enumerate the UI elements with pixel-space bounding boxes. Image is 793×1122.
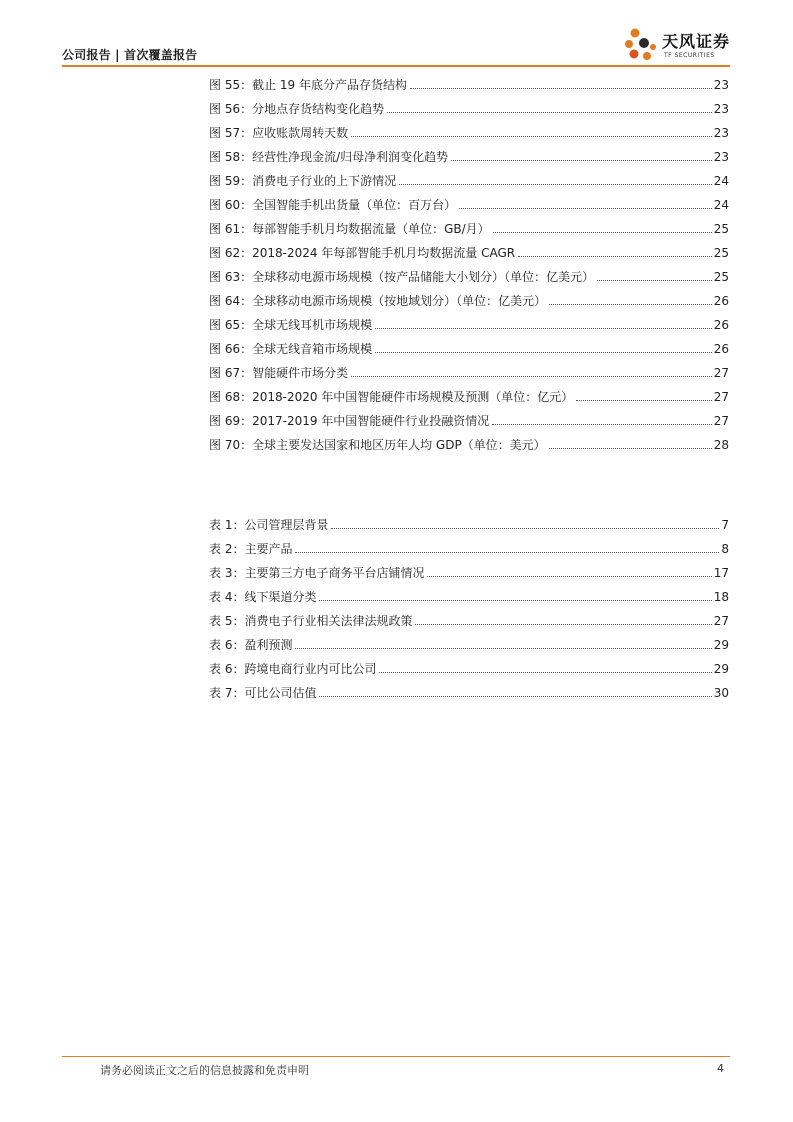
- dot-leader: [319, 696, 711, 697]
- figure-entry-label: 图 59：消费电子行业的上下游情况: [209, 174, 397, 188]
- table-entry[interactable]: [209, 560, 729, 584]
- dot-leader: [427, 576, 711, 577]
- figure-entry-page: 26: [713, 318, 729, 332]
- table-entry[interactable]: [209, 632, 729, 656]
- figure-entry-label: 图 67：智能硬件市场分类: [209, 366, 349, 380]
- figure-entry-label: 图 66：全球无线音箱市场规模: [209, 342, 373, 356]
- table-entry-page: 18: [713, 590, 729, 604]
- dot-leader: [379, 672, 711, 673]
- figure-entry-label: 图 63：全球移动电源市场规模（按产品储能大小划分）（单位：亿美元）: [209, 270, 595, 284]
- figure-entry-label: 图 69：2017-2019 年中国智能硬件行业投融资情况: [209, 414, 490, 428]
- figure-entry-page: 27: [713, 414, 729, 428]
- table-entry-label: 表 7：可比公司估值: [209, 686, 317, 700]
- table-entry-label: 表 3：主要第三方电子商务平台店铺情况: [209, 566, 425, 580]
- figure-entry-page: 25: [713, 246, 729, 260]
- dot-leader: [387, 112, 712, 113]
- figure-entry[interactable]: [209, 240, 729, 264]
- figure-entry-label: 图 56：分地点存货结构变化趋势: [209, 102, 385, 116]
- company-logo: [622, 25, 737, 67]
- dot-leader: [375, 328, 712, 329]
- table-list: [209, 512, 729, 704]
- figure-entry[interactable]: [209, 72, 729, 96]
- figure-entry-page: 23: [713, 102, 729, 116]
- figure-entry[interactable]: [209, 264, 729, 288]
- table-entry-label: 表 6：跨境电商行业内可比公司: [209, 662, 377, 676]
- figure-list: [209, 72, 729, 456]
- figure-entry[interactable]: [209, 384, 729, 408]
- dot-leader: [597, 280, 712, 281]
- figure-entry[interactable]: [209, 432, 729, 456]
- dot-leader: [375, 352, 712, 353]
- figure-entry-page: 27: [713, 390, 729, 404]
- dot-leader: [351, 136, 712, 137]
- figure-entry-label: 图 57：应收账款周转天数: [209, 126, 349, 140]
- figure-entry-page: 26: [713, 294, 729, 308]
- table-entry-page: 17: [713, 566, 729, 580]
- figure-entry-label: 图 61：每部智能手机月均数据流量（单位：GB/月）: [209, 222, 490, 236]
- figure-entry[interactable]: [209, 168, 729, 192]
- figure-entry-label: 图 68：2018-2020 年中国智能硬件市场规模及预测（单位：亿元）: [209, 390, 574, 404]
- figure-entry-label: 图 64：全球移动电源市场规模（按地域划分）（单位：亿美元）: [209, 294, 547, 308]
- dot-leader: [518, 256, 712, 257]
- dot-leader: [295, 552, 719, 553]
- dot-leader: [319, 600, 711, 601]
- dot-leader: [459, 208, 712, 209]
- dot-leader: [492, 424, 711, 425]
- dot-leader: [549, 304, 712, 305]
- dot-leader: [399, 184, 712, 185]
- dot-leader: [351, 376, 712, 377]
- table-entry[interactable]: [209, 656, 729, 680]
- figure-entry[interactable]: [209, 192, 729, 216]
- table-entry-label: 表 1：公司管理层背景: [209, 518, 329, 532]
- figure-entry-page: 27: [713, 366, 729, 380]
- dot-leader: [295, 648, 711, 649]
- table-entry-page: 8: [721, 542, 729, 556]
- figure-entry[interactable]: [209, 144, 729, 168]
- footer-disclaimer: 请务必阅读正文之后的信息披露和免责申明: [100, 1064, 309, 1077]
- dot-leader: [410, 88, 712, 89]
- table-entry-page: 29: [713, 638, 729, 652]
- figure-entry-label: 图 65：全球无线耳机市场规模: [209, 318, 373, 332]
- figure-entry-label: 图 55：截止 19 年底分产品存货结构: [209, 78, 407, 92]
- figure-entry-page: 24: [713, 198, 729, 212]
- table-entry[interactable]: [209, 536, 729, 560]
- header-title: 公司报告 | 首次覆盖报告: [62, 48, 198, 62]
- dot-leader: [331, 528, 719, 529]
- table-entry-page: 29: [713, 662, 729, 676]
- page-number: 4: [717, 1062, 724, 1075]
- dot-leader: [549, 448, 712, 449]
- figure-entry[interactable]: [209, 360, 729, 384]
- figure-entry[interactable]: [209, 216, 729, 240]
- figure-entry[interactable]: [209, 288, 729, 312]
- figure-entry[interactable]: [209, 120, 729, 144]
- logo-english-name: TF SECURITIES: [664, 52, 715, 59]
- figure-entry-page: 25: [713, 270, 729, 284]
- table-entry-page: 7: [721, 518, 729, 532]
- header-divider: [62, 65, 730, 67]
- figure-entry-page: 23: [713, 126, 729, 140]
- table-entry-label: 表 5：消费电子行业相关法律法规政策: [209, 614, 413, 628]
- dot-leader: [415, 624, 711, 625]
- table-entry-page: 30: [713, 686, 729, 700]
- figure-entry[interactable]: [209, 336, 729, 360]
- table-entry[interactable]: [209, 512, 729, 536]
- figure-entry-page: 28: [713, 438, 729, 452]
- figure-entry-label: 图 60：全国智能手机出货量（单位：百万台）: [209, 198, 457, 212]
- figure-entry-page: 24: [713, 174, 729, 188]
- figure-entry-label: 图 62：2018-2024 年每部智能手机月均数据流量 CAGR: [209, 246, 516, 260]
- table-entry[interactable]: [209, 608, 729, 632]
- figure-entry-label: 图 70：全球主要发达国家和地区历年人均 GDP（单位：美元）: [209, 438, 546, 452]
- table-entry[interactable]: [209, 680, 729, 704]
- figure-entry[interactable]: [209, 312, 729, 336]
- figure-entry-page: 25: [713, 222, 729, 236]
- figure-entry-page: 23: [713, 150, 729, 164]
- table-entry-label: 表 2：主要产品: [209, 542, 293, 556]
- figure-entry[interactable]: [209, 408, 729, 432]
- footer-divider: [62, 1056, 730, 1057]
- figure-entry-page: 26: [713, 342, 729, 356]
- flower-logo-icon: [622, 25, 662, 67]
- table-entry-page: 27: [713, 614, 729, 628]
- figure-entry-label: 图 58：经营性净现金流/归母净利润变化趋势: [209, 150, 449, 164]
- dot-leader: [451, 160, 712, 161]
- table-entry-label: 表 6：盈利预测: [209, 638, 293, 652]
- table-entry-label: 表 4：线下渠道分类: [209, 590, 317, 604]
- figure-entry[interactable]: [209, 96, 729, 120]
- dot-leader: [576, 400, 711, 401]
- figure-entry-page: 23: [713, 78, 729, 92]
- dot-leader: [493, 232, 712, 233]
- logo-chinese-name: 天风证券: [662, 32, 731, 51]
- table-entry[interactable]: [209, 584, 729, 608]
